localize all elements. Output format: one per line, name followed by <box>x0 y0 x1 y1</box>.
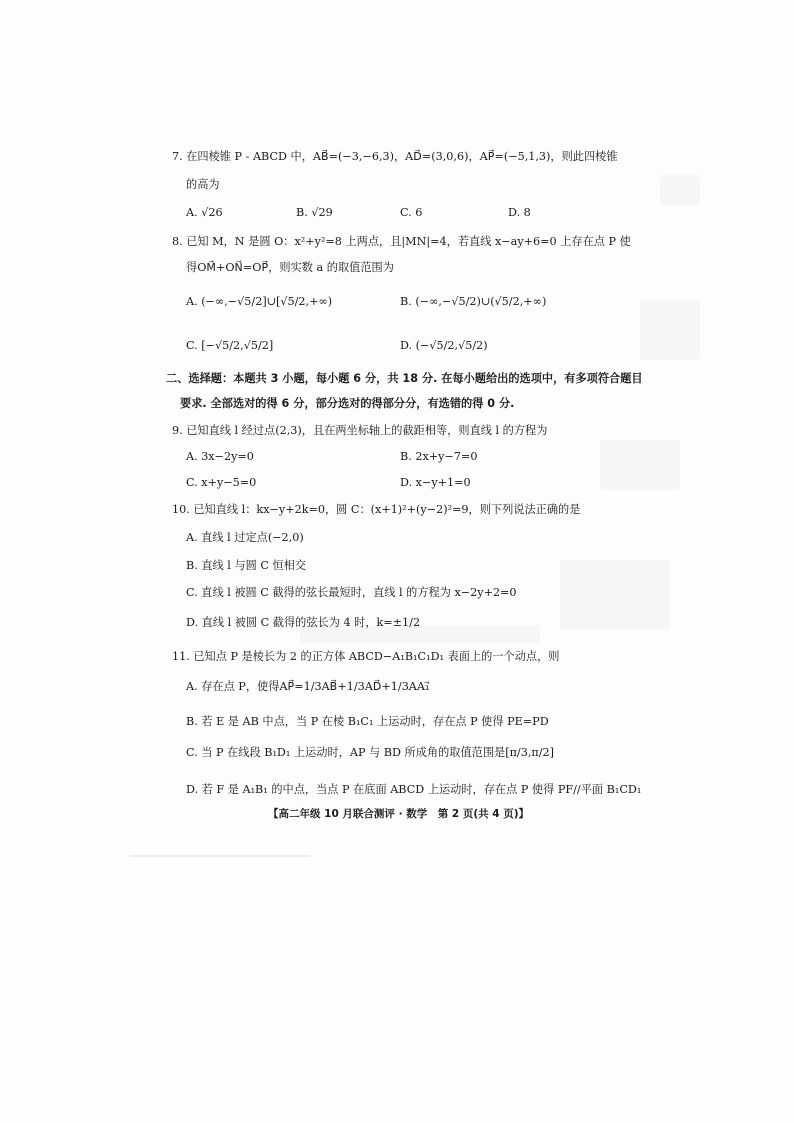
q7-stem-line1: 7. 在四棱锥 P - ABCD 中，AB⃗=(−3,−6,3)，AD⃗=(3,0,6)，AP⃗=(−5,1,3)，则此四棱锥 <box>172 150 618 163</box>
q8-option-c: C. [−√5/2,√5/2] <box>186 339 274 352</box>
q10-option-c: C. 直线 l 被圆 C 截得的弦长最短时，直线 l 的方程为 x−2y+2=0 <box>186 586 517 599</box>
q7-option-d: D. 8 <box>508 206 531 219</box>
q9-option-c: C. x+y−5=0 <box>186 476 257 489</box>
q8-option-a: A. (−∞,−√5/2]∪[√5/2,+∞) <box>186 295 333 308</box>
q11-stem: 11. 已知点 P 是棱长为 2 的正方体 ABCD−A₁B₁C₁D₁ 表面上的一个动点，则 <box>172 650 560 663</box>
q10-option-d: D. 直线 l 被圆 C 截得的弦长为 4 时，k=±1/2 <box>186 616 421 629</box>
q9-option-d: D. x−y+1=0 <box>400 476 471 489</box>
q7-option-a: A. √26 <box>186 206 223 219</box>
page-footer: 【高二年级 10 月联合测评 · 数学 第 2 页(共 4 页)】 <box>268 808 530 820</box>
q9-stem: 9. 已知直线 l 经过点(2,3)，且在两坐标轴上的截距相等，则直线 l 的方程为 <box>172 424 548 437</box>
q11-option-a: A. 存在点 P，使得AP⃗=1/3AB⃗+1/3AD⃗+1/3AA₁⃗ <box>186 680 430 693</box>
section2-heading-line2: 要求. 全部选对的得 6 分，部分选对的得部分分，有选错的得 0 分. <box>180 397 515 410</box>
q10-option-a: A. 直线 l 过定点(−2,0) <box>186 531 304 544</box>
q7-option-c: C. 6 <box>400 206 423 219</box>
scan-smudge <box>600 440 680 490</box>
scan-smudge <box>660 175 700 205</box>
section2-heading-line1: 二、选择题：本题共 3 小题，每小题 6 分，共 18 分. 在每小题给出的选项中，有多项符合题目 <box>166 372 643 385</box>
q7-stem-line2: 的高为 <box>186 178 220 191</box>
q8-option-d: D. (−√5/2,√5/2) <box>400 339 488 352</box>
scan-smudge <box>640 300 700 360</box>
q7-option-b: B. √29 <box>296 206 333 219</box>
q11-option-c: C. 当 P 在线段 B₁D₁ 上运动时，AP 与 BD 所成角的取值范围是[π/3,π/2] <box>186 746 554 759</box>
q11-option-d: D. 若 F 是 A₁B₁ 的中点，当点 P 在底面 ABCD 上运动时，存在点 P 使得 PF//平面 B₁CD₁ <box>186 783 642 796</box>
q8-option-b: B. (−∞,−√5/2)∪(√5/2,+∞) <box>400 295 547 308</box>
q11-option-b: B. 若 E 是 AB 中点，当 P 在棱 B₁C₁ 上运动时，存在点 P 使得 PE=PD <box>186 715 549 728</box>
q8-stem-line1: 8. 已知 M，N 是圆 O：x²+y²=8 上两点，且|MN|=4，若直线 x−ay+6=0 上存在点 P 使 <box>172 235 631 248</box>
scan-edge <box>130 855 310 857</box>
scan-smudge <box>560 560 670 630</box>
q10-stem: 10. 已知直线 l：kx−y+2k=0，圆 C：(x+1)²+(y−2)²=9，则下列说法正确的是 <box>172 503 581 516</box>
q8-stem-line2: 得OM⃗+ON⃗=OP⃗，则实数 a 的取值范围为 <box>186 261 394 274</box>
q9-option-a: A. 3x−2y=0 <box>186 450 254 463</box>
q10-option-b: B. 直线 l 与圆 C 恒相交 <box>186 559 307 572</box>
q9-option-b: B. 2x+y−7=0 <box>400 450 478 463</box>
